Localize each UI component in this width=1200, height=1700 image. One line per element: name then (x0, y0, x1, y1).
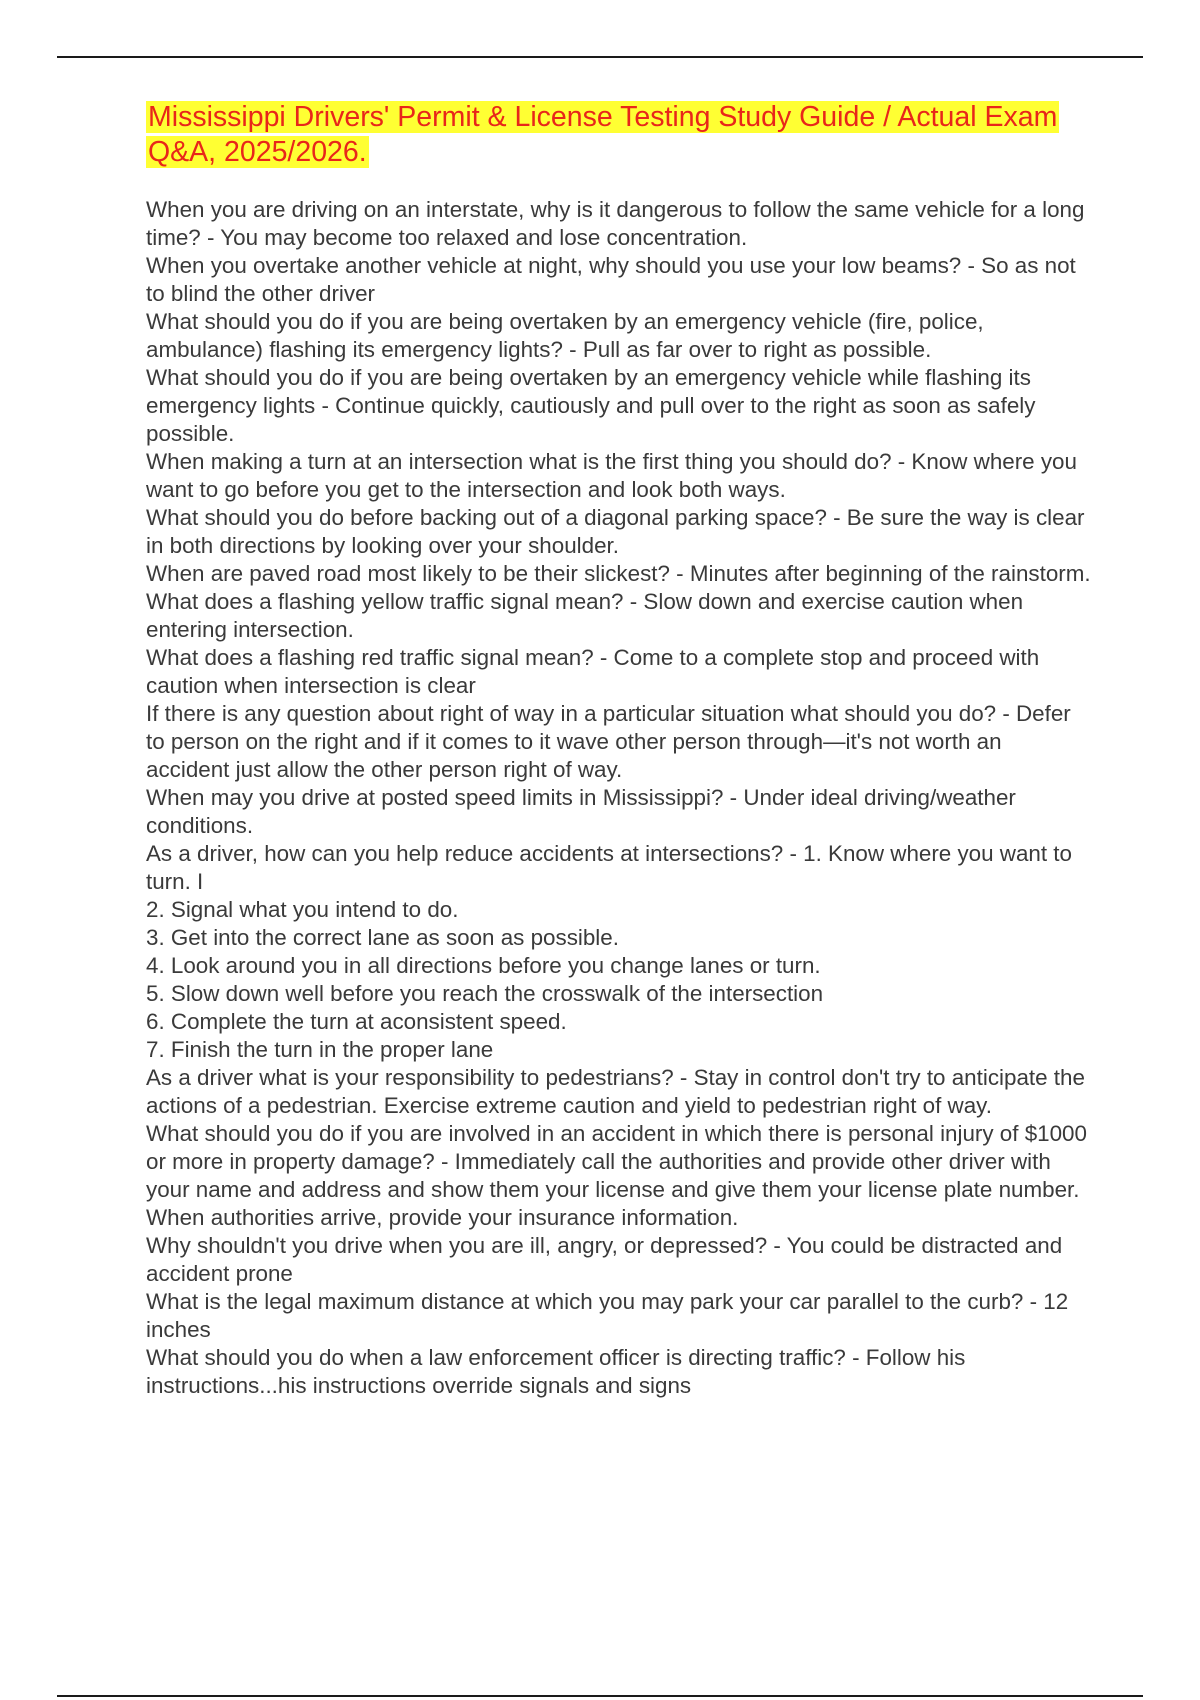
qa-list-step: 5. Slow down well before you reach the crosswalk of the intersection (146, 981, 824, 1006)
qa-list-step: 7. Finish the turn in the proper lane (146, 1037, 494, 1062)
document-title-text: Mississippi Drivers' Permit & License Testing Study Guide / Actual Exam Q&A, 2025/2026. (148, 101, 1058, 168)
qa-item: What is the legal maximum distance at which you may park your car parallel to the curb? - 12 inches (146, 1289, 1069, 1342)
qa-item: As a driver, how can you help reduce accidents at intersections? - 1. Know where you want to turn. I (146, 841, 1072, 894)
qa-list-step: 3. Get into the correct lane as soon as possible. (146, 925, 619, 950)
qa-item: When you overtake another vehicle at night, why should you use your low beams? - So as not to blind the other driver (146, 253, 1076, 306)
qa-item: When may you drive at posted speed limits in Mississippi? - Under ideal driving/weather conditions. (146, 785, 1016, 838)
qa-item: When making a turn at an intersection what is the first thing you should do? - Know where you want to go before you get to the intersection and look both ways. (146, 449, 1077, 502)
qa-item: What should you do if you are involved in an accident in which there is personal injury of $1000 or more in property damage? - Immediately call the authorities and provide other driver with your name and address and show them your license and give them your license plate number. When authorities arrive, provide your insurance information. (146, 1121, 1087, 1230)
qa-item: What should you do before backing out of a diagonal parking space? - Be sure the way is clear in both directions by looking over your shoulder. (146, 505, 1085, 558)
footer-rule (57, 1695, 1143, 1697)
qa-item: When are paved road most likely to be their slickest? - Minutes after beginning of the rainstorm. (146, 561, 1091, 586)
qa-item: What should you do if you are being overtaken by an emergency vehicle while flashing its emergency lights - Continue quickly, cautiously and pull over to the right as soon as safely possible. (146, 365, 1036, 446)
document-body (146, 100, 1091, 1400)
qa-item: What should you do when a law enforcement officer is directing traffic? - Follow his instructions...his instructions override signals and signs (146, 1345, 966, 1398)
qa-item: What does a flashing yellow traffic signal mean? - Slow down and exercise caution when entering intersection. (146, 589, 1024, 642)
document-title (146, 100, 1091, 170)
qa-item: What does a flashing red traffic signal mean? - Come to a complete stop and proceed with caution when intersection is clear (146, 645, 1040, 698)
qa-item: If there is any question about right of way in a particular situation what should you do? - Defer to person on the right and if it comes to it wave other person through—it's not worth an accident just allow the other person right of way. (146, 701, 1071, 782)
qa-list-step: 6. Complete the turn at aconsistent speed. (146, 1009, 567, 1034)
qa-list (146, 196, 1091, 1400)
qa-item: What should you do if you are being overtaken by an emergency vehicle (fire, police, ambulance) flashing its emergency lights? - Pull as far over to right as possible. (146, 309, 984, 362)
qa-item: When you are driving on an interstate, why is it dangerous to follow the same vehicle for a long time? - You may become too relaxed and lose concentration. (146, 197, 1085, 250)
qa-item: Why shouldn't you drive when you are ill, angry, or depressed? - You could be distracted and accident prone (146, 1233, 1063, 1286)
qa-list-step: 4. Look around you in all directions before you change lanes or turn. (146, 953, 821, 978)
qa-list-step: 2. Signal what you intend to do. (146, 897, 459, 922)
qa-item: As a driver what is your responsibility to pedestrians? - Stay in control don't try to anticipate the actions of a pedestrian. Exercise extreme caution and yield to pedestrian right of way. (146, 1065, 1085, 1118)
header-rule (57, 56, 1143, 58)
